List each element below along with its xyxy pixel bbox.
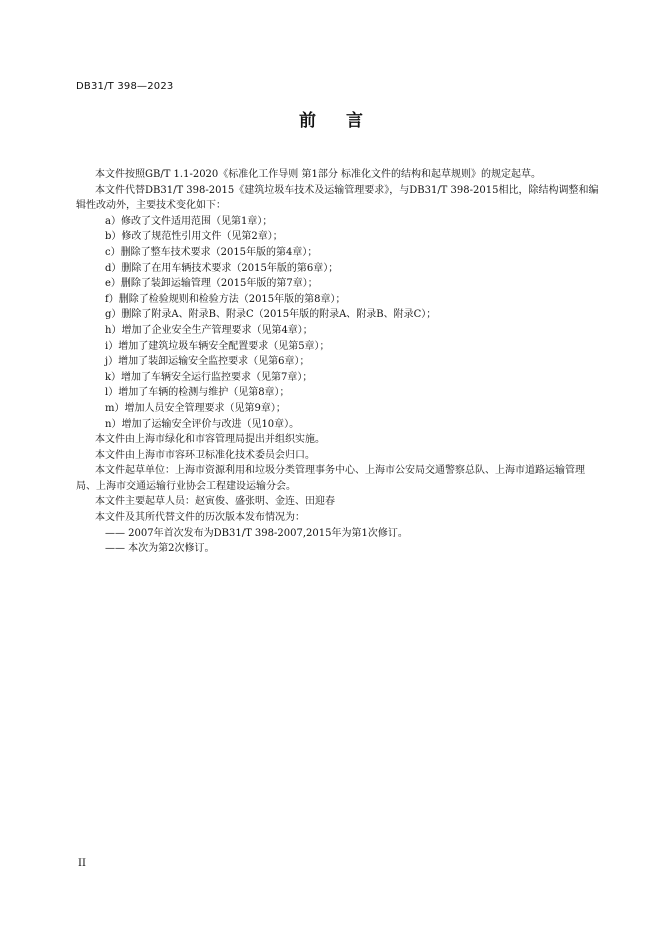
change-item-g: g）删除了附录A、附录B、附录C（2015年版的附录A、附录B、附录C）； <box>105 309 437 321</box>
paragraph-proposer: 本文件由上海市绿化和市容管理局提出并组织实施。 <box>95 434 325 446</box>
paragraph-drafters: 本文件主要起草人员：赵寅俊、盛张明、金连、田迎春 <box>95 496 335 508</box>
change-item-a: a）修改了文件适用范围（见第1章）； <box>105 215 273 227</box>
change-item-h: h）增加了企业安全生产管理要求（见第4章）； <box>105 324 313 336</box>
paragraph-responsible-committee: 本文件由上海市市容环卫标准化技术委员会归口。 <box>95 449 315 461</box>
change-item-n: n）增加了运输安全评价与改进（见10章）。 <box>105 418 300 430</box>
paragraph-drafting-basis: 本文件按照GB/T 1.1-2020《标准化工作导则 第1部分 标准化文件的结构和起草规则》的规定起草。 <box>95 169 542 180</box>
paragraph-drafting-units: 本文件起草单位：上海市资源利用和垃圾分类管理事务中心、上海市公安局交通警察总队、上海市道路运输管理局、上海市交通运输行业协会工程建设运输分会。 <box>76 465 585 492</box>
history-item-second: —— 本次为第2次修订。 <box>105 543 215 555</box>
change-item-m: m）增加人员安全管理要求（见第9章）； <box>105 402 286 414</box>
page-title: 前言 <box>299 111 393 131</box>
change-item-f: f）删除了检验规则和检验方法（2015年版的第8章）； <box>105 293 346 305</box>
change-item-k: k）增加了车辆安全运行监控要求（见第7章）； <box>105 371 313 383</box>
change-item-c: c）删除了整车技术要求（2015年版的第4章）； <box>105 246 318 258</box>
change-item-l: l）增加了车辆的检测与维护（见第8章）； <box>105 387 290 399</box>
change-item-b: b）修改了规范性引用文件（见第2章）； <box>105 231 283 243</box>
page-number: II <box>78 858 86 869</box>
change-item-d: d）删除了在用车辆技术要求（2015年版的第6章）； <box>105 262 339 274</box>
document-code: DB31/T 398—2023 <box>76 81 174 92</box>
foreword-body <box>76 167 600 557</box>
change-item-e: e）删除了装卸运输管理（2015年版的第7章）； <box>105 278 318 290</box>
paragraph-replacement: 本文件代替DB31/T 398-2015《建筑垃圾车技术及运输管理要求》，与DB31/T 398-2015相比，除结构调整和编辑性改动外，主要技术变化如下： <box>76 184 599 212</box>
change-item-i: i）增加了建筑垃圾车辆安全配置要求（见第5章）； <box>105 340 330 352</box>
history-item-first: —— 2007年首次发布为DB31/T 398-2007,2015年为第1次修订。 <box>105 527 408 539</box>
change-item-j: j）增加了装卸运输安全监控要求（见第6章）； <box>105 356 310 368</box>
paragraph-version-history: 本文件及其所代替文件的历次版本发布情况为： <box>95 512 305 524</box>
